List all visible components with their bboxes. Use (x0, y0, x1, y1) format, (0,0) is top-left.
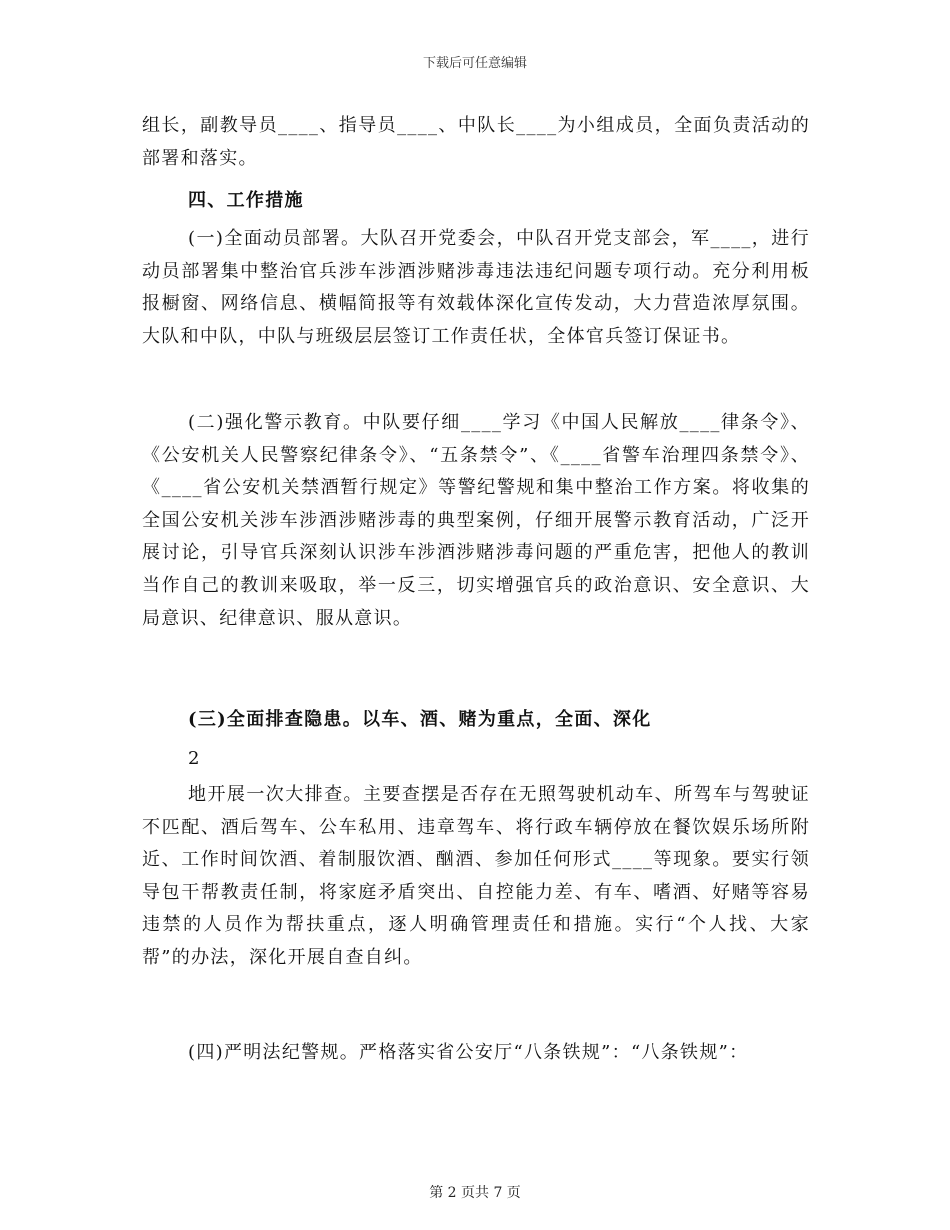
paragraph-leader-group: 组长，副教导员____、指导员____、中队长____为小组成员，全面负责活动的部署和落实。 (142, 115, 810, 169)
page-footer: 第 2 页共 7 页 (429, 1185, 521, 1201)
page-header: 下载后可任意编辑 (422, 56, 527, 71)
paragraph-hazard-check: (三)全面排查隐患。以车、酒、赌为重点，全面、深化 (188, 709, 652, 730)
paragraph-investigation: 地开展一次大排查。主要查摆是否存在无照驾驶机动车、所驾车与驾驶证不匹配、酒后驾车、公车私用、违章驾车、将行政车辆停放在餐饮娱乐场所附近、工作时间饮酒、着制服饮酒、酗酒、参加任何形式____等现象。要实行领导包干帮教责任制，将家庭矛盾突出、自控能力差、有车、嗜酒、好赌等容易违禁的人员作为帮扶重点，逐人明确管理责任和措施。实行“个人找、大家帮”的办法，深化开展自查自纠。 (142, 784, 810, 968)
paragraph-discipline-rules: (四)严明法纪警规。严格落实省公安厅“八条铁规”：“八条铁规”： (188, 1042, 749, 1063)
paragraph-mobilization: (一)全面动员部署。大队召开党委会，中队召开党支部会，军____，进行动员部署集中整治官兵涉车涉酒涉赌涉毒违法违纪问题专项行动。充分利用板报橱窗、网络信息、横幅简报等有效载体深化宣传发动，大力营造浓厚氛围。大队和中队，中队与班级层层签订工作责任状，全体官兵签订保证书。 (142, 228, 810, 347)
paragraph-warning-education: (二)强化警示教育。中队要仔细____学习《中国人民解放____律条令》、《公安机关人民警察纪律条令》、“五条禁令”、《____省警车治理四条禁令》、《____省公安机关禁酒暂行规定》等警纪警规和集中整治工作方案。将收集的全国公安机关涉车涉酒涉赌涉毒的典型案例，仔细开展警示教育活动，广泛开展讨论，引导官兵深刻认识涉车涉酒涉赌涉毒问题的严重危害，把他人的教训当作自己的教训来吸取，举一反三，切实增强官兵的政治意识、安全意识、大局意识、纪律意识、服从意识。 (142, 412, 810, 629)
section-heading-measures: 四、工作措施 (188, 190, 304, 211)
source-page-number: 2 (188, 748, 200, 769)
